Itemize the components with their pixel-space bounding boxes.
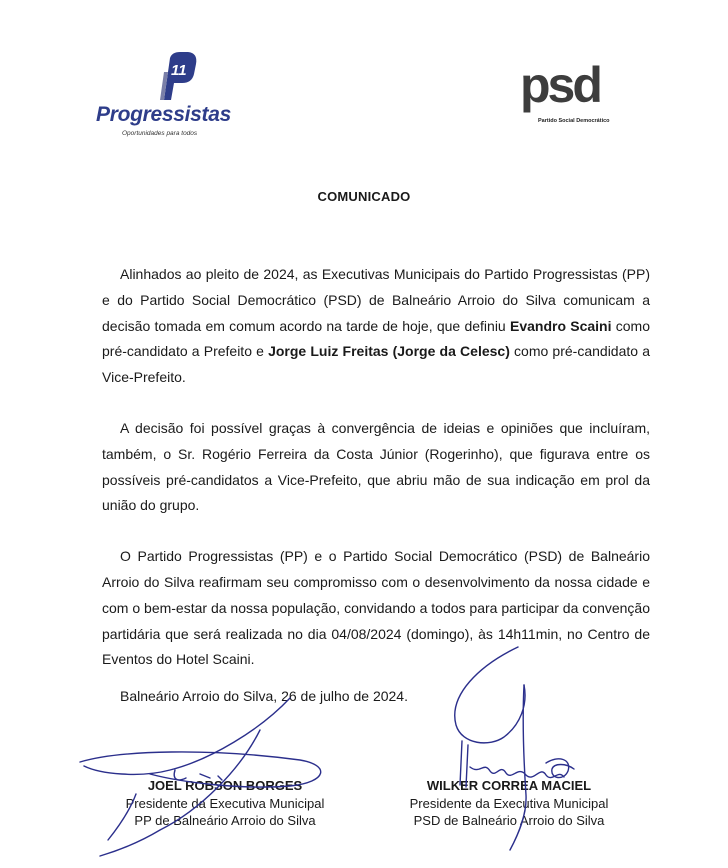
paragraph-3 [102, 544, 650, 673]
signatory-right-org: PSD de Balneário Arroio do Silva [413, 813, 605, 828]
signatory-left-org: PP de Balneário Arroio do Silva [134, 813, 316, 828]
psd-subtitle: Partido Social Democrático [538, 118, 610, 124]
place-date: Balneário Arroio do Silva, 26 de julho de 2024. [120, 688, 408, 704]
signatory-right-role: Presidente da Executiva Municipal [409, 795, 609, 811]
paragraph-segment: como pré-candidato a Prefeito e [102, 317, 650, 360]
document-body [102, 262, 650, 673]
progressistas-number: 11 [171, 62, 187, 79]
paragraph-2 [102, 416, 650, 519]
psd-logo [520, 57, 630, 134]
progressistas-p-icon [154, 50, 198, 102]
signatory-left [100, 777, 350, 830]
paragraph-segment: como pré-candidato a Vice-Prefeito. [102, 343, 650, 386]
progressistas-tagline: Oportunidades para todos [122, 130, 198, 137]
signatory-right [384, 777, 634, 830]
signatory-right-name: WILKER CORREA MACIEL [426, 778, 592, 793]
paragraph-segment: Alinhados ao pleito de 2024, as Executivas Municipais do Partido Progressistas (PP) e do Partido Social Democrático (PSD) de Balneário Arroio do Silva comunicam a decisão tomada em comum acordo na tarde de hoje, que definiu [102, 266, 650, 334]
document-title: COMUNICADO [317, 189, 411, 204]
candidate-mayor-name: Evandro Scaini [509, 317, 612, 334]
signature-left-drawing [60, 690, 360, 860]
candidate-vice-name: Jorge Luiz Freitas (Jorge da Celesc) [268, 343, 510, 360]
progressistas-name: Progressistas [96, 103, 232, 126]
signatory-left-role: Presidente da Executiva Municipal [125, 795, 325, 811]
paragraph-segment: O Partido Progressistas (PP) e o Partido Social Democrático (PSD) de Balneário Arroio do Silva reafirmam seu compromisso com o desenvolvimento da nossa cidade e com o bem-estar da nossa população, convidando a todos para participar da convenção partidária que será realizada no dia 04/08/2024 (domingo), às 14h11min, no Centro de Eventos do Hotel Scaini. [102, 548, 650, 668]
paragraph-segment: A decisão foi possível graças à convergência de ideias e opiniões que incluíram, também, o Sr. Rogério Ferreira da Costa Júnior (Rogerinho), que figurava entre os possíveis pré-candidatos a Vice-Prefeito, que abriu mão de sua indicação em prol da união do grupo. [102, 419, 650, 514]
progressistas-logo [96, 50, 256, 142]
signatory-left-name: JOEL ROBSON BORGES [147, 778, 303, 793]
psd-wordmark: psd [520, 57, 600, 113]
paragraph-1 [102, 262, 650, 391]
